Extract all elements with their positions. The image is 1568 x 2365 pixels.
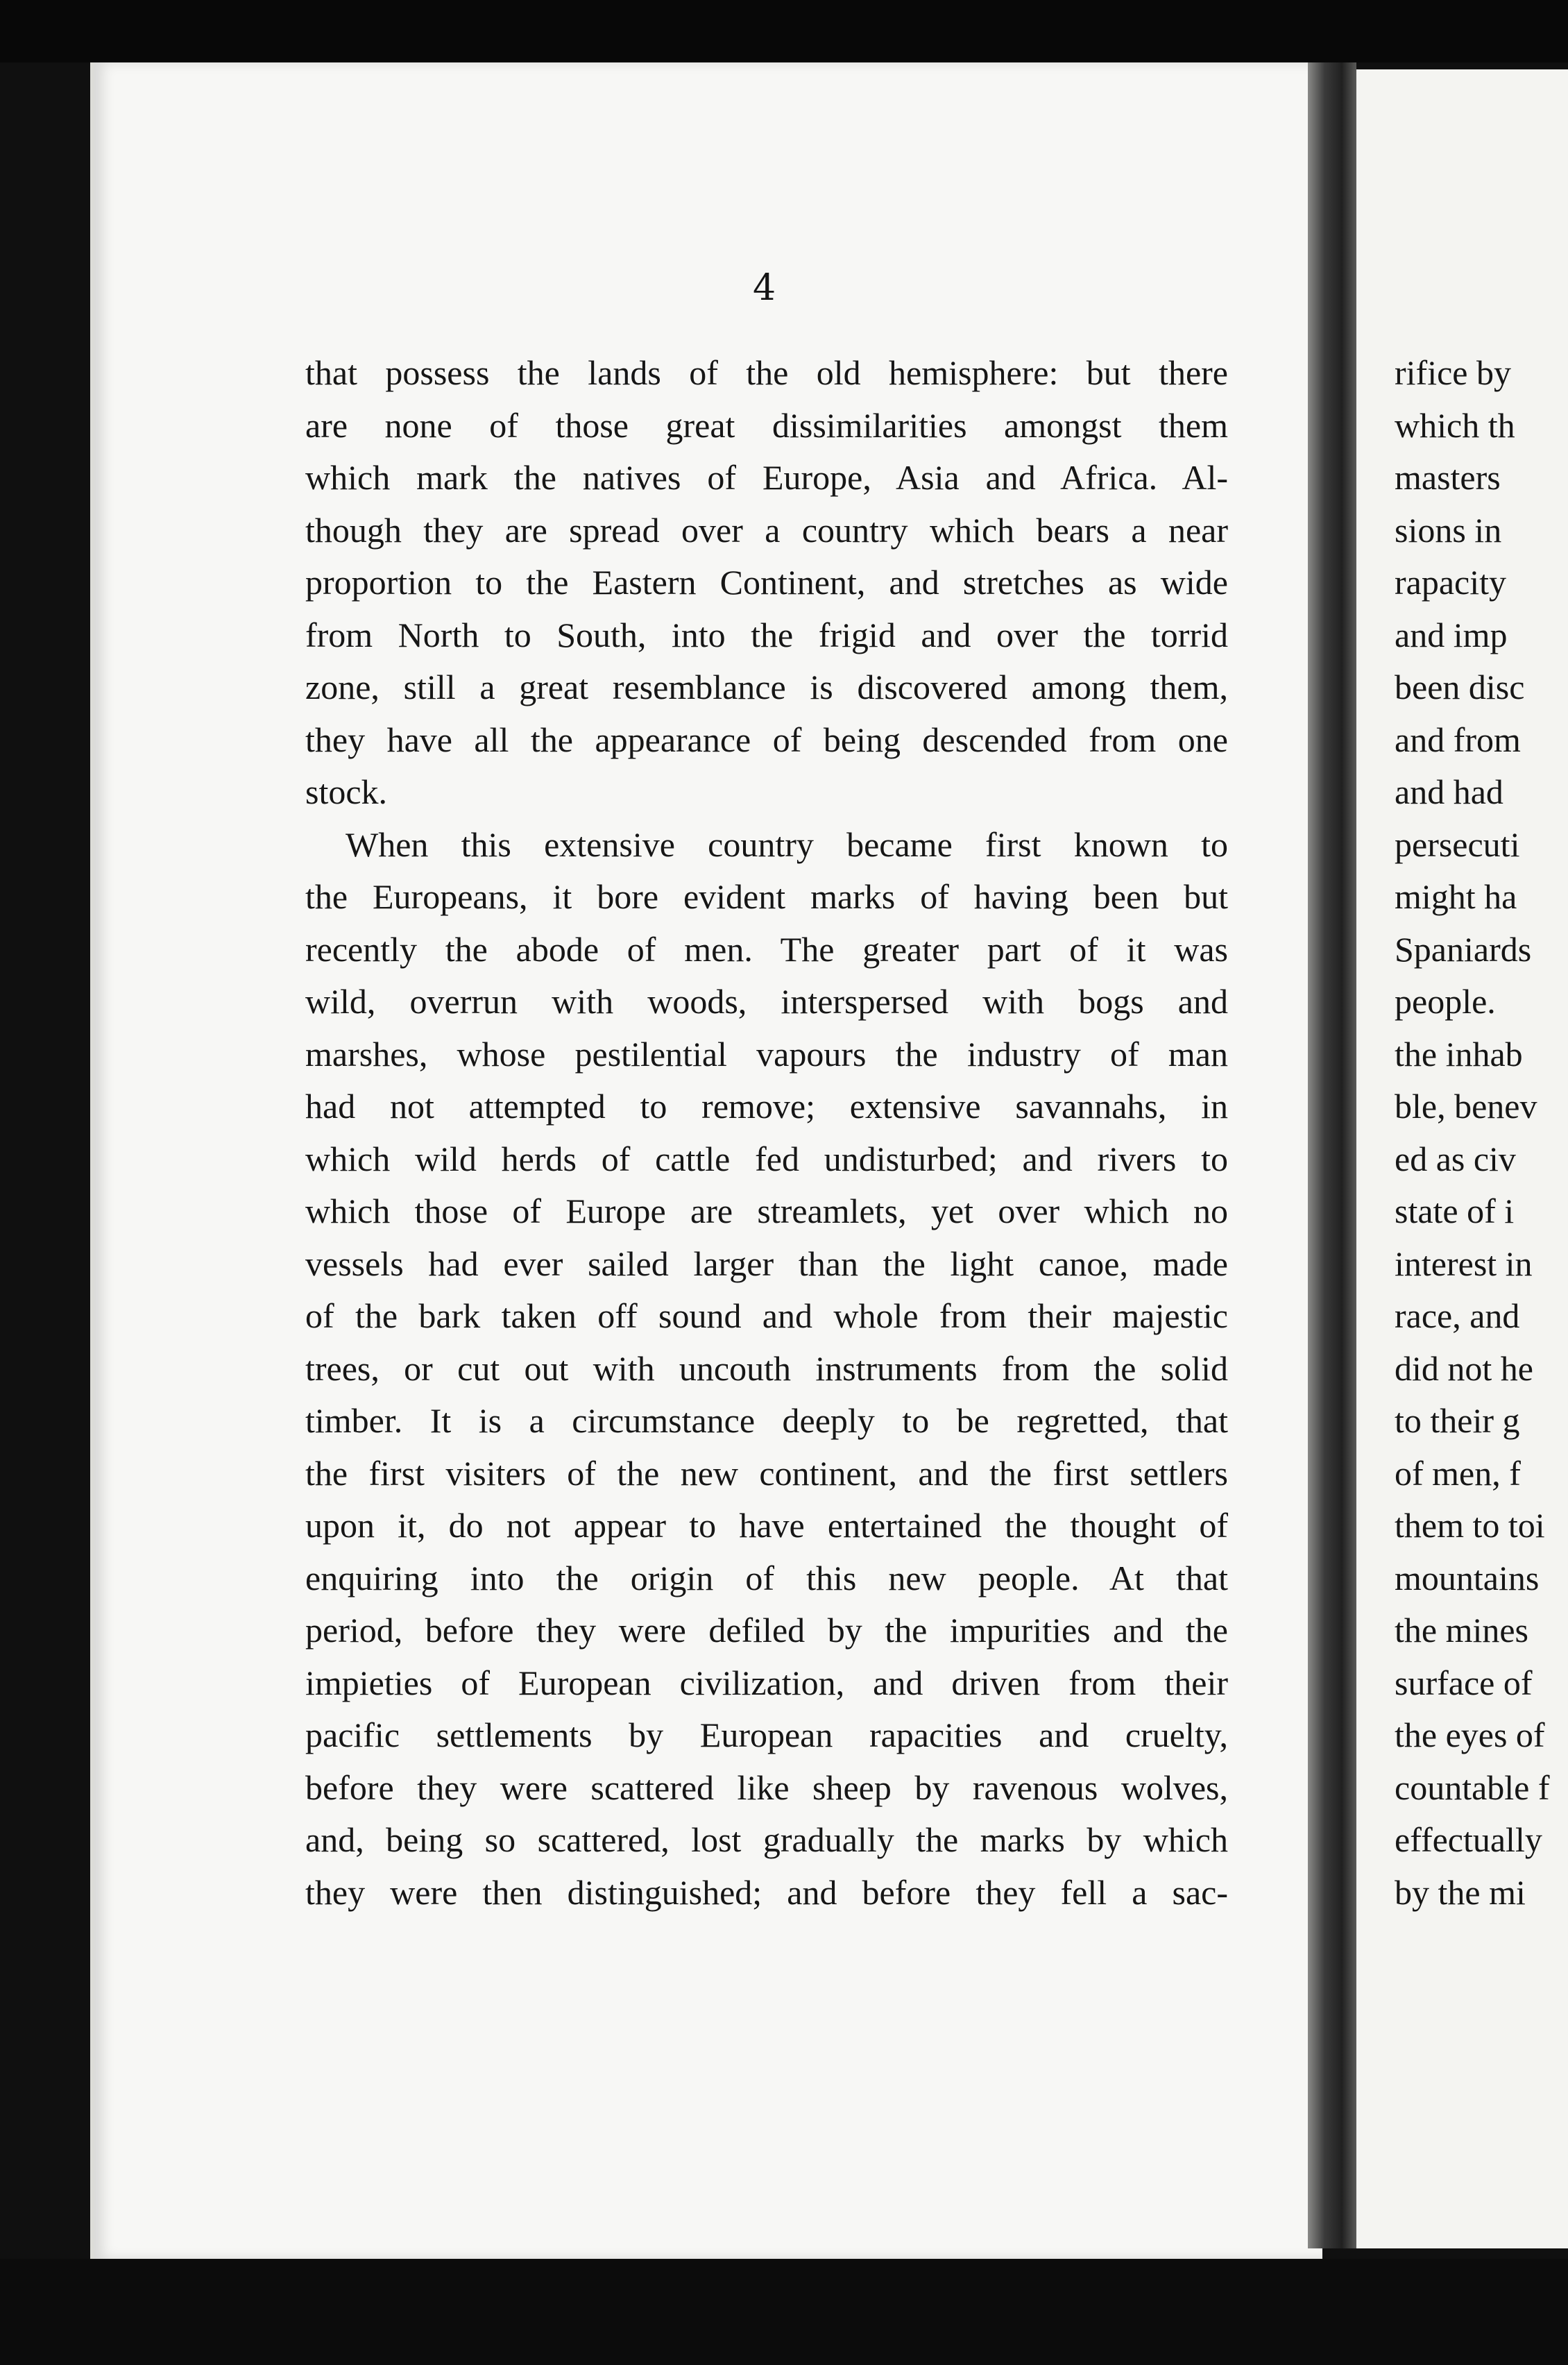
right-text-line: been disc [1395,668,1525,706]
right-text-line: the eyes of [1395,1715,1545,1754]
right-text-line: effectually [1395,1820,1542,1859]
right-text-line: the mines [1395,1611,1529,1650]
right-text-line: might ha [1395,877,1517,916]
main-text-block [305,347,1228,1919]
book-gutter [1308,62,1356,2248]
right-text-line: rifice by [1395,353,1511,392]
right-text-line: and from [1395,720,1521,759]
text-line: recently the abode of men. The greater part of it was [305,929,1228,969]
text-line: they have all the appearance of being descended from one [305,720,1228,759]
right-text-line: of men, f [1395,1453,1521,1493]
scan-bottom-edge [0,2259,1568,2365]
text-line: timber. It is a circumstance deeply to be regretted, that [305,1401,1228,1440]
right-text-line: rapacity [1395,563,1507,602]
right-text-line: countable f [1395,1768,1550,1807]
text-line: and, being so scattered, lost gradually the marks by which [305,1820,1228,1859]
right-text-line: state of i [1395,1192,1515,1230]
right-text-line: and imp [1395,615,1508,654]
text-line: they were then distinguished; and before they fell a sac- [305,1872,1228,1912]
text-line: the first visiters of the new continent, and the first settlers [305,1453,1228,1493]
right-text-line: and had [1395,772,1503,811]
text-line: which mark the natives of Europe, Asia and Africa. Al- [305,458,1228,497]
text-line: upon it, do not appear to have entertained the thought of [305,1506,1228,1545]
right-text-line: which th [1395,405,1515,445]
text-line: though they are spread over a country which bears a near [305,510,1228,550]
right-text-line: interest in [1395,1244,1533,1283]
text-line: of the bark taken off sound and whole from their majestic [305,1296,1228,1335]
right-text-line: ble, benev [1395,1087,1537,1126]
right-text-line: ed as civ [1395,1139,1516,1178]
right-text-line: mountains [1395,1558,1540,1597]
text-line: proportion to the Eastern Continent, and stretches as wide [305,563,1228,602]
right-text-line: surface of [1395,1663,1533,1702]
right-text-line: to their g [1395,1401,1520,1440]
right-text-line: by the mi [1395,1872,1526,1912]
text-line: When this extensive country became first known to [346,824,1228,864]
text-line: impieties of European civilization, and driven from their [305,1663,1228,1702]
text-line: wild, overrun with woods, interspersed with bogs and [305,982,1228,1021]
text-line: from North to South, into the frigid and over the torrid [305,615,1228,654]
text-line: had not attempted to remove; extensive savannahs, in [305,1087,1228,1126]
right-text-line: Spaniards [1395,929,1532,969]
right-text-line: people. [1395,982,1496,1021]
text-line: pacific settlements by European rapacities and cruelty, [305,1715,1228,1754]
right-text-line: persecuti [1395,824,1520,864]
text-line: which those of Europe are streamlets, yet over which no [305,1192,1228,1230]
scan-top-edge [0,0,1568,62]
right-text-line: race, and [1395,1296,1520,1335]
text-line: zone, still a great resemblance is discovered among them, [305,668,1228,706]
text-line: enquiring into the origin of this new people. At that [305,1558,1228,1597]
text-line: marshes, whose pestilential vapours the industry of man [305,1034,1228,1074]
right-text-line: sions in [1395,510,1502,550]
right-text-line: masters [1395,458,1501,497]
right-text-line: the inhab [1395,1034,1523,1074]
page-number: 4 [753,267,776,309]
text-line: the Europeans, it bore evident marks of having been but [305,877,1228,916]
right-text-line: did not he [1395,1348,1533,1388]
text-line: stock. [305,772,388,811]
text-line: are none of those great dissimilarities amongst them [305,405,1228,445]
text-line: period, before they were defiled by the impurities and the [305,1611,1228,1650]
text-line: that possess the lands of the old hemisphere: but there [305,353,1228,392]
text-line: which wild herds of cattle fed undisturbed; and rivers to [305,1139,1228,1178]
right-page-text-block [1395,347,1568,1919]
text-line: trees, or cut out with uncouth instruments from the solid [305,1348,1228,1388]
text-line: vessels had ever sailed larger than the light canoe, made [305,1244,1228,1283]
text-line: before they were scattered like sheep by ravenous wolves, [305,1768,1228,1807]
right-text-line: them to toi [1395,1506,1545,1545]
